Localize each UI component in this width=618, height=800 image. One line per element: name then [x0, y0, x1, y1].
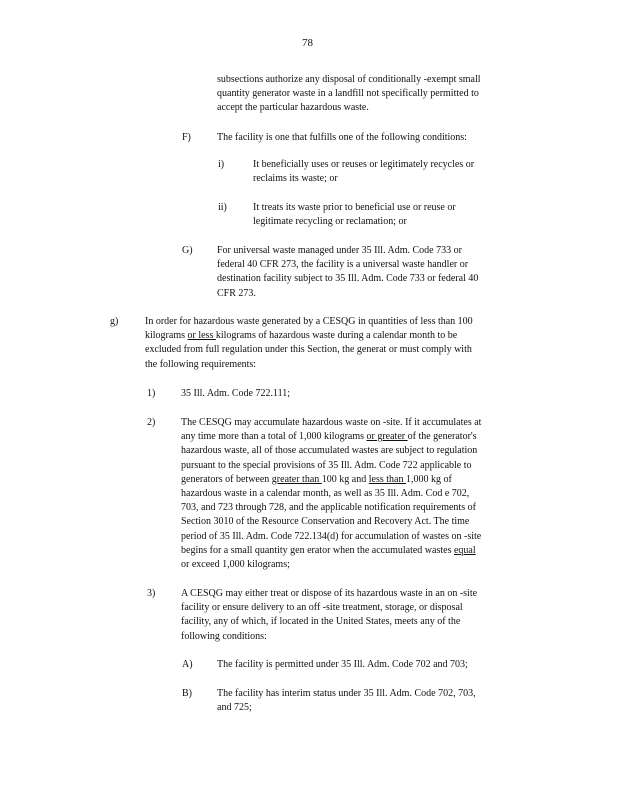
text-line [181, 459, 472, 473]
text-run: destination facility subject to 35 Ill. Adm. Code 733 or federal 40 [217, 273, 479, 285]
text-line [181, 501, 476, 515]
text-line [145, 329, 457, 343]
text-run: The facility is one that fulfills one of the following conditions: [217, 132, 467, 143]
text-line [217, 701, 252, 715]
text-line [181, 515, 469, 529]
text-run: or exceed 1,000 kilograms; [181, 559, 290, 570]
text-line [217, 244, 462, 258]
text-run: facility or ensure delivery to an off -site treatment, storage, or disposal [181, 602, 463, 614]
text-line [217, 658, 468, 672]
text-run: hazardous waste, all of those accumulated wastes are subject to regulation [181, 445, 478, 457]
text-line [181, 558, 290, 572]
text-run: following conditions: [181, 630, 267, 642]
text-line [181, 530, 481, 544]
text-run: the following requirements: [145, 358, 257, 370]
text-run: period of 35 Ill. Adm. Code 722.134(d) for accumulation of wastes on -site [181, 530, 482, 542]
text-line [253, 172, 338, 186]
text-line [181, 601, 463, 615]
text-line [217, 272, 478, 286]
inserted-text: equal [453, 544, 476, 556]
text-line [181, 587, 477, 601]
text-run: any time more than a total of 1,000 kilograms [181, 431, 367, 443]
text-run: kilograms of hazardous waste during a calendar month to be [215, 330, 458, 342]
text-line [217, 131, 467, 145]
text-run: 100 kg and [321, 473, 369, 485]
text-line [181, 630, 267, 644]
text-line [217, 687, 476, 701]
text-run: It treats its waste prior to beneficial use or reuse or [253, 202, 456, 213]
text-line [181, 416, 481, 430]
text-line [217, 101, 369, 115]
text-run: 703, and 723 through 728, and the applicable notification requirements of [181, 502, 476, 514]
text-line [181, 487, 469, 501]
text-line [181, 430, 477, 444]
text-run: 35 Ill. Adm. Code 722.111; [181, 388, 290, 399]
text-run: facility, any of which, if located in the United States, meets any of the [181, 616, 461, 628]
item-marker: A) [182, 659, 193, 670]
text-run: begins for a small quantity gen erator when the accumulated wastes [181, 544, 454, 556]
item-marker: 2) [147, 417, 156, 428]
item-marker: F) [182, 132, 191, 143]
text-run: In order for hazardous waste generated by a CESQG in quantities of less than 100 [145, 316, 473, 327]
text-line [217, 73, 481, 87]
text-line [181, 544, 476, 558]
text-run: kilograms [145, 330, 188, 342]
text-line [181, 615, 460, 629]
text-line [217, 287, 256, 301]
text-line [217, 87, 479, 101]
text-run: It beneficially uses or reuses or legitimately recycles or [253, 159, 475, 170]
inserted-text: or less [187, 330, 216, 342]
text-run: 1,000 kg of [405, 473, 452, 485]
text-run: reclaims its waste; or [253, 173, 338, 185]
text-run: federal 40 CFR 273, the facility is a universal waste handler or [217, 259, 469, 271]
item-marker: 3) [147, 588, 156, 599]
text-line [253, 158, 474, 172]
item-marker: g) [110, 316, 119, 327]
text-run: excluded from full regulation under this Section, the generat or must comply with [145, 344, 472, 356]
text-run: and 725; [217, 702, 252, 714]
text-run: hazardous waste in a calendar month, as well as 35 Ill. Adm. Cod e 702, [181, 488, 470, 499]
item-marker: 1) [147, 388, 156, 399]
item-marker: B) [182, 688, 192, 699]
text-run: legitimate recycling or reclamation; or [253, 216, 407, 228]
text-line [145, 343, 472, 357]
text-line [253, 215, 407, 229]
text-line [145, 315, 473, 329]
text-line [181, 473, 452, 487]
inserted-text: greater than [271, 473, 322, 485]
text-run: generators of between [181, 473, 272, 485]
item-marker: G) [182, 245, 193, 256]
inserted-text: less than [368, 473, 406, 485]
text-line [217, 258, 468, 272]
text-run: Section 3010 of the Resource Conservation and Recovery Act. The time [181, 516, 470, 528]
text-run: of the generator's [407, 431, 477, 443]
text-run: CFR 273. [217, 287, 256, 299]
page-number: 78 [302, 37, 313, 49]
text-run: accept the particular hazardous waste. [217, 102, 369, 114]
text-run: For universal waste managed under 35 Ill. Adm. Code 733 or [217, 245, 462, 256]
text-line [181, 444, 477, 458]
item-marker: i) [218, 159, 225, 170]
text-line [145, 358, 256, 372]
text-run: The facility is permitted under 35 Ill. Adm. Code 702 and 703; [217, 659, 468, 670]
inserted-text: or greater [366, 431, 408, 443]
text-line [181, 387, 290, 401]
text-run: The facility has interim status under 35 Ill. Adm. Code 702, 703, [217, 688, 476, 699]
text-line [253, 201, 456, 215]
text-run: quantity generator waste in a landfill not specifically permitted to [217, 88, 479, 100]
item-marker: ii) [218, 202, 227, 213]
text-run: pursuant to the special provisions of 35 Ill. Adm. Code 722 applicable to [181, 459, 472, 471]
text-run: subsections authorize any disposal of conditionally -exempt small [217, 74, 481, 85]
text-run: The CESQG may accumulate hazardous waste on -site. If it accumulates at [181, 417, 482, 428]
text-run: A CESQG may either treat or dispose of its hazardous waste in an on -site [181, 588, 478, 599]
